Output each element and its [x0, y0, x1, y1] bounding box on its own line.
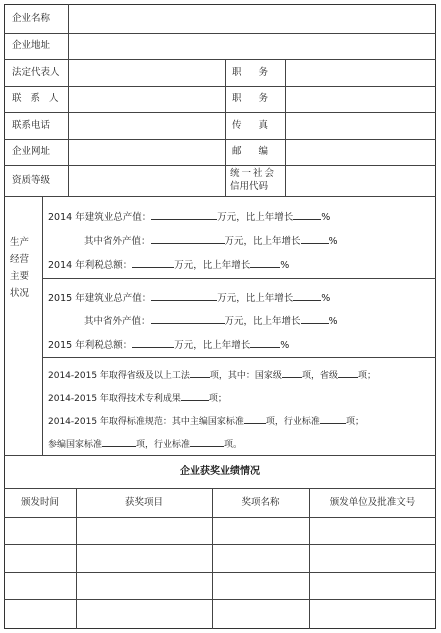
column-divider	[68, 4, 69, 196]
row-divider	[4, 544, 436, 545]
label-postcode: 邮 编	[232, 146, 269, 157]
row-divider	[42, 278, 436, 279]
side-label-line: 经营	[10, 254, 30, 265]
side-label-line: 状况	[10, 288, 30, 299]
column-divider	[309, 488, 310, 629]
label-qualification: 资质等级	[12, 175, 51, 186]
row-divider	[4, 455, 436, 456]
header-award-time: 颁发时间	[20, 497, 59, 508]
awards-title: 企业获奖业绩情况	[180, 466, 260, 477]
line-participating-standards: 参编国家标准 项，行业标准 项。	[48, 436, 242, 451]
label-website: 企业网址	[12, 146, 51, 157]
header-award-project: 获奖项目	[124, 497, 163, 508]
label-contact: 联 系 人	[12, 93, 62, 104]
header-award-name: 奖项名称	[241, 497, 280, 508]
label-fax: 传 真	[232, 120, 269, 131]
line-construction-methods: 2014-2015 年取得省级及以上工法 项，其中：国家级 项，省级 项；	[48, 367, 376, 382]
column-divider	[285, 59, 286, 196]
column-divider	[42, 196, 43, 455]
line-2014-profit: 2014 年利税总额： 万元，比上年增长 %	[48, 257, 289, 272]
line-patents: 2014-2015 年取得技术专利成果 项；	[48, 390, 227, 405]
line-2015-outside: 其中省外产值： 万元，比上年增长 %	[84, 313, 338, 328]
side-label-line: 生产	[10, 237, 30, 248]
row-divider	[4, 599, 436, 600]
line-standards: 2014-2015 年取得标准规范：其中主编国家标准 项，行业标准 项；	[48, 413, 364, 428]
label-legal-rep: 法定代表人	[12, 67, 60, 78]
row-divider	[4, 572, 436, 573]
column-divider	[76, 488, 77, 629]
row-divider	[42, 357, 436, 358]
row-divider	[4, 488, 436, 489]
column-divider	[212, 488, 213, 629]
row-divider	[4, 196, 436, 197]
label-enterprise-name: 企业名称	[12, 13, 51, 24]
label-contact-phone: 联系电话	[12, 120, 51, 131]
row-divider	[4, 517, 436, 518]
label-enterprise-address: 企业地址	[12, 40, 51, 51]
label-credit-code-1: 统一社会	[230, 168, 277, 179]
side-label-line: 主要	[10, 271, 30, 282]
label-position-2: 职 务	[232, 93, 269, 104]
header-issuer-approval: 颁发单位及批准文号	[329, 497, 416, 508]
label-position-1: 职 务	[232, 67, 269, 78]
label-credit-code-2: 信用代码	[230, 181, 269, 192]
line-2015-profit: 2015 年利税总额： 万元，比上年增长 %	[48, 337, 289, 352]
column-divider	[225, 59, 226, 196]
line-2014-output: 2014 年建筑业总产值： 万元，比上年增长 %	[48, 209, 330, 224]
line-2015-output: 2015 年建筑业总产值： 万元，比上年增长 %	[48, 290, 330, 305]
line-2014-outside: 其中省外产值： 万元，比上年增长 %	[84, 233, 338, 248]
